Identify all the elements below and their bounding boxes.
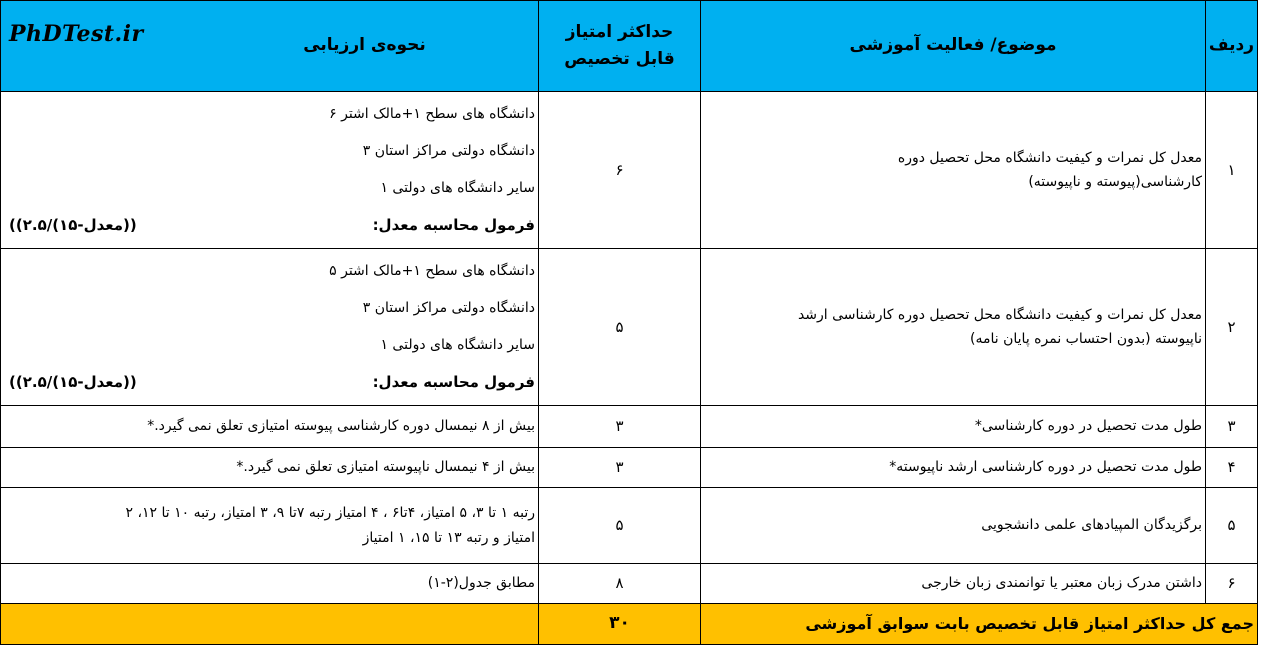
formula-value: ((۲.۵/(۱۵-معدل)) (9, 373, 137, 391)
row-topic (701, 92, 1206, 249)
table-row (1, 92, 1258, 249)
eval-line: دانشگاه دولتی مراکز استان ۳ (362, 300, 535, 316)
header-max-score (539, 1, 701, 92)
row-topic: برگزیدگان المپیادهای علمی دانشجویی (701, 488, 1206, 564)
eval-line: سایر دانشگاه های دولتی ۱ (380, 337, 535, 353)
total-evaluation-empty (1, 604, 539, 645)
header-max-score-line1: حداکثر امتیاز (565, 21, 674, 42)
row-score: ۸ (539, 564, 701, 604)
eval-line: دانشگاه های سطح ۱+مالک اشتر ۵ (329, 263, 535, 279)
table-row (1, 488, 1258, 564)
total-score: ۳۰ (539, 604, 701, 645)
row-score: ۵ (539, 249, 701, 406)
row-evaluation (1, 249, 539, 406)
formula-value: ((۲.۵/(۱۵-معدل)) (9, 216, 137, 234)
formula-row (9, 207, 535, 244)
total-row (1, 604, 1258, 645)
eval-line: امتیاز و رتبه ۱۳ تا ۱۵، ۱ امتیاز (362, 529, 535, 546)
row-evaluation: مطابق جدول(۲-۱) (1, 564, 539, 604)
eval-line: سایر دانشگاه های دولتی ۱ (380, 180, 535, 196)
total-label: جمع کل حداکثر امتیاز قابل تخصیص بابت سوابق آموزشی (701, 604, 1258, 645)
row-score: ۵ (539, 488, 701, 564)
table-row (1, 406, 1258, 448)
table-row (1, 448, 1258, 488)
row-number: ۳ (1206, 406, 1258, 448)
header-topic: موضوع/ فعالیت آموزشی (701, 1, 1206, 92)
brand-watermark: PhDTest.ir (9, 21, 144, 47)
table-header-row (1, 1, 1258, 92)
row-topic-line: معدل کل نمرات و کیفیت دانشگاه محل تحصیل دوره (897, 149, 1202, 166)
eval-line: رتبه ۱ تا ۳، ۵ امتیاز، ۴تا۶ ، ۴ امتیاز رتبه ۷تا ۹، ۳ امتیاز، رتبه ۱۰ تا ۱۲، ۲ (125, 505, 535, 521)
row-evaluation (1, 488, 539, 564)
row-topic: داشتن مدرک زبان معتبر یا توانمندی زبان خارجی (701, 564, 1206, 604)
row-topic-line: ناپیوسته (بدون احتساب نمره پایان نامه) (970, 331, 1202, 347)
row-score: ۳ (539, 448, 701, 488)
table-row (1, 564, 1258, 604)
row-topic: طول مدت تحصیل در دوره کارشناسی* (701, 406, 1206, 448)
row-number: ۶ (1206, 564, 1258, 604)
row-number: ۲ (1206, 249, 1258, 406)
row-number: ۱ (1206, 92, 1258, 249)
row-evaluation (1, 92, 539, 249)
header-evaluation-label: نحوه‌ی ارزیابی (303, 35, 426, 56)
row-score: ۳ (539, 406, 701, 448)
row-topic-line: کارشناسی(پیوسته و ناپیوسته) (1028, 174, 1202, 190)
formula-label: فرمول محاسبه معدل: (372, 216, 535, 234)
table-row (1, 249, 1258, 406)
row-number: ۵ (1206, 488, 1258, 564)
row-score: ۶ (539, 92, 701, 249)
row-topic (701, 249, 1206, 406)
eval-line: دانشگاه های سطح ۱+مالک اشتر ۶ (329, 106, 535, 122)
eval-line: دانشگاه دولتی مراکز استان ۳ (362, 143, 535, 159)
row-evaluation: بیش از ۸ نیمسال دوره کارشناسی پیوسته امتیازی تعلق نمی گیرد.* (1, 406, 539, 448)
header-evaluation (1, 1, 539, 92)
row-number: ۴ (1206, 448, 1258, 488)
header-row-number: ردیف (1206, 1, 1258, 92)
formula-label: فرمول محاسبه معدل: (372, 373, 535, 391)
formula-row (9, 364, 535, 401)
row-evaluation: بیش از ۴ نیمسال ناپیوسته امتیازی تعلق نمی گیرد.* (1, 448, 539, 488)
row-topic-line: معدل کل نمرات و کیفیت دانشگاه محل تحصیل دوره کارشناسی ارشد (797, 306, 1202, 323)
row-topic: طول مدت تحصیل در دوره کارشناسی ارشد ناپیوسته* (701, 448, 1206, 488)
header-max-score-line2: قابل تخصیص (564, 49, 675, 69)
